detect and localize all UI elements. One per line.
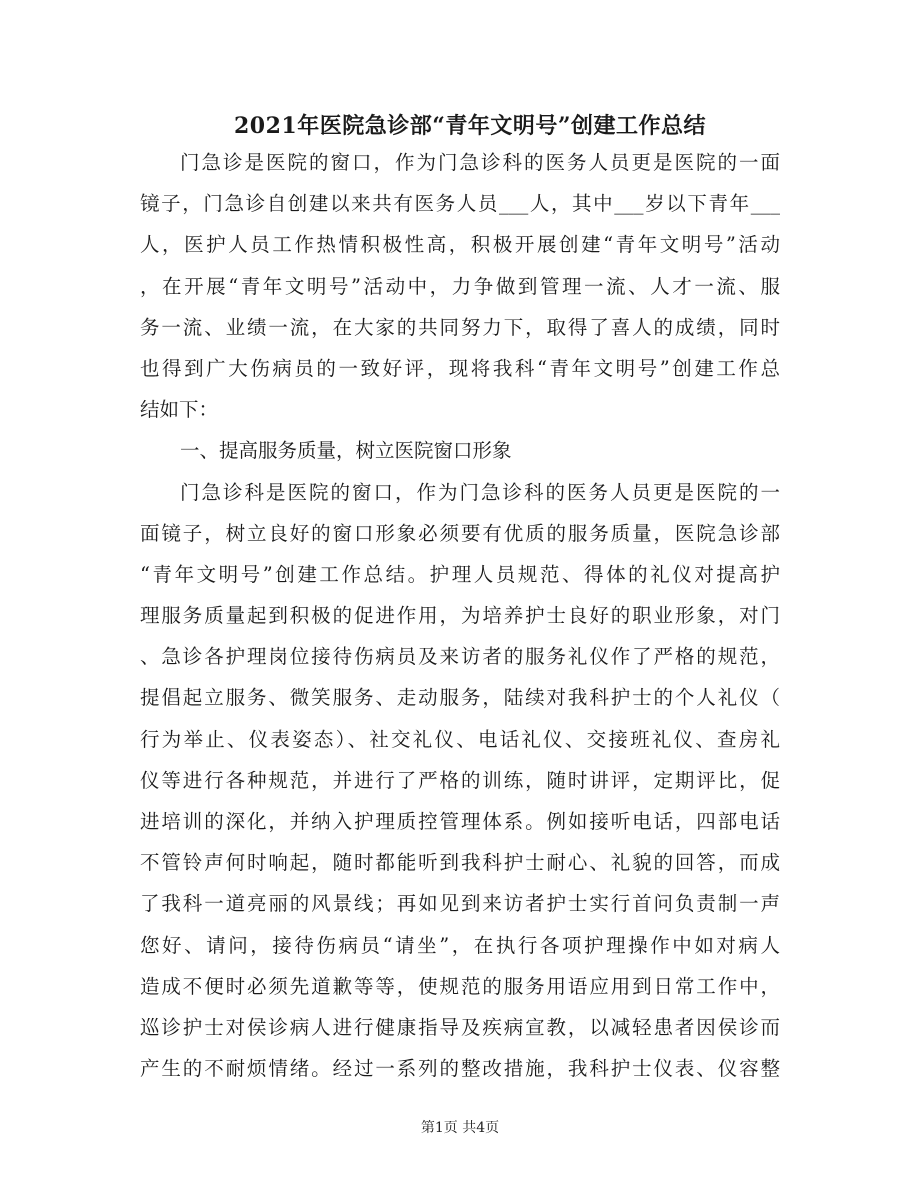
text-line: 务一流、业绩一流，在大家的共同努力下，取得了喜人的成绩，同时 — [140, 315, 780, 339]
text-line: 、急诊各护理岗位接待伤病员及来访者的服务礼仪作了严格的规范， — [140, 645, 780, 669]
text-line: 镜子，门急诊自创建以来共有医务人员___人，其中___岁以下青年___ — [140, 192, 780, 216]
text-line: 产生的不耐烦情绪。经过一系列的整改措施，我科护士仪表、仪容整 — [140, 1057, 780, 1081]
text-line: 门急诊科是医院的窗口，作为门急诊科的医务人员更是医院的一 — [180, 480, 780, 504]
text-line: 行为举止、仪表姿态）、社交礼仪、电话礼仪、交接班礼仪、查房礼 — [140, 727, 780, 751]
text-line: 结如下： — [140, 398, 219, 422]
text-line: ，在开展“青年文明号”活动中，力争做到管理一流、人才一流、服 — [140, 274, 780, 298]
text-line: 面镜子，树立良好的窗口形象必须要有优质的服务质量，医院急诊部 — [140, 521, 780, 545]
text-line: 人，医护人员工作热情积极性高，积极开展创建“青年文明号”活动 — [140, 233, 780, 257]
text-line: 理服务质量起到积极的促进作用，为培养护士良好的职业形象，对门 — [140, 604, 780, 628]
text-line: 仪等进行各种规范，并进行了严格的训练，随时讲评，定期评比，促 — [140, 768, 780, 792]
text-line: 提倡起立服务、微笑服务、走动服务，陆续对我科护士的个人礼仪（ — [140, 686, 780, 710]
section-heading: 一、提高服务质量，树立医院窗口形象 — [180, 439, 512, 463]
text-line: “青年文明号”创建工作总结。护理人员规范、得体的礼仪对提高护 — [140, 562, 780, 586]
text-line: 门急诊是医院的窗口，作为门急诊科的医务人员更是医院的一面 — [180, 151, 780, 174]
text-line: 您好、请问，接待伤病员“请坐”，在执行各项护理操作中如对病人 — [140, 933, 780, 957]
text-line: 造成不便时必须先道歉等等，使规范的服务用语应用到日常工作中， — [140, 974, 780, 998]
document-title: 2021年医院急诊部“青年文明号”创建工作总结 — [233, 113, 707, 139]
text-line: 也得到广大伤病员的一致好评，现将我科“青年文明号”创建工作总 — [140, 356, 780, 380]
text-line: 了我科一道亮丽的风景线；再如见到来访者护士实行首问负责制一声 — [140, 892, 780, 916]
text-line: 不管铃声何时响起，随时都能听到我科护士耐心、礼貌的回答，而成 — [140, 851, 780, 875]
text-line: 巡诊护士对侯诊病人进行健康指导及疾病宣教，以减轻患者因侯诊而 — [140, 1015, 780, 1039]
page-number: 第1页 共4页 — [420, 1120, 500, 1136]
document-body — [140, 142, 780, 1089]
text-line: 进培训的深化，并纳入护理质控管理体系。例如接听电话，四部电话 — [140, 810, 780, 833]
